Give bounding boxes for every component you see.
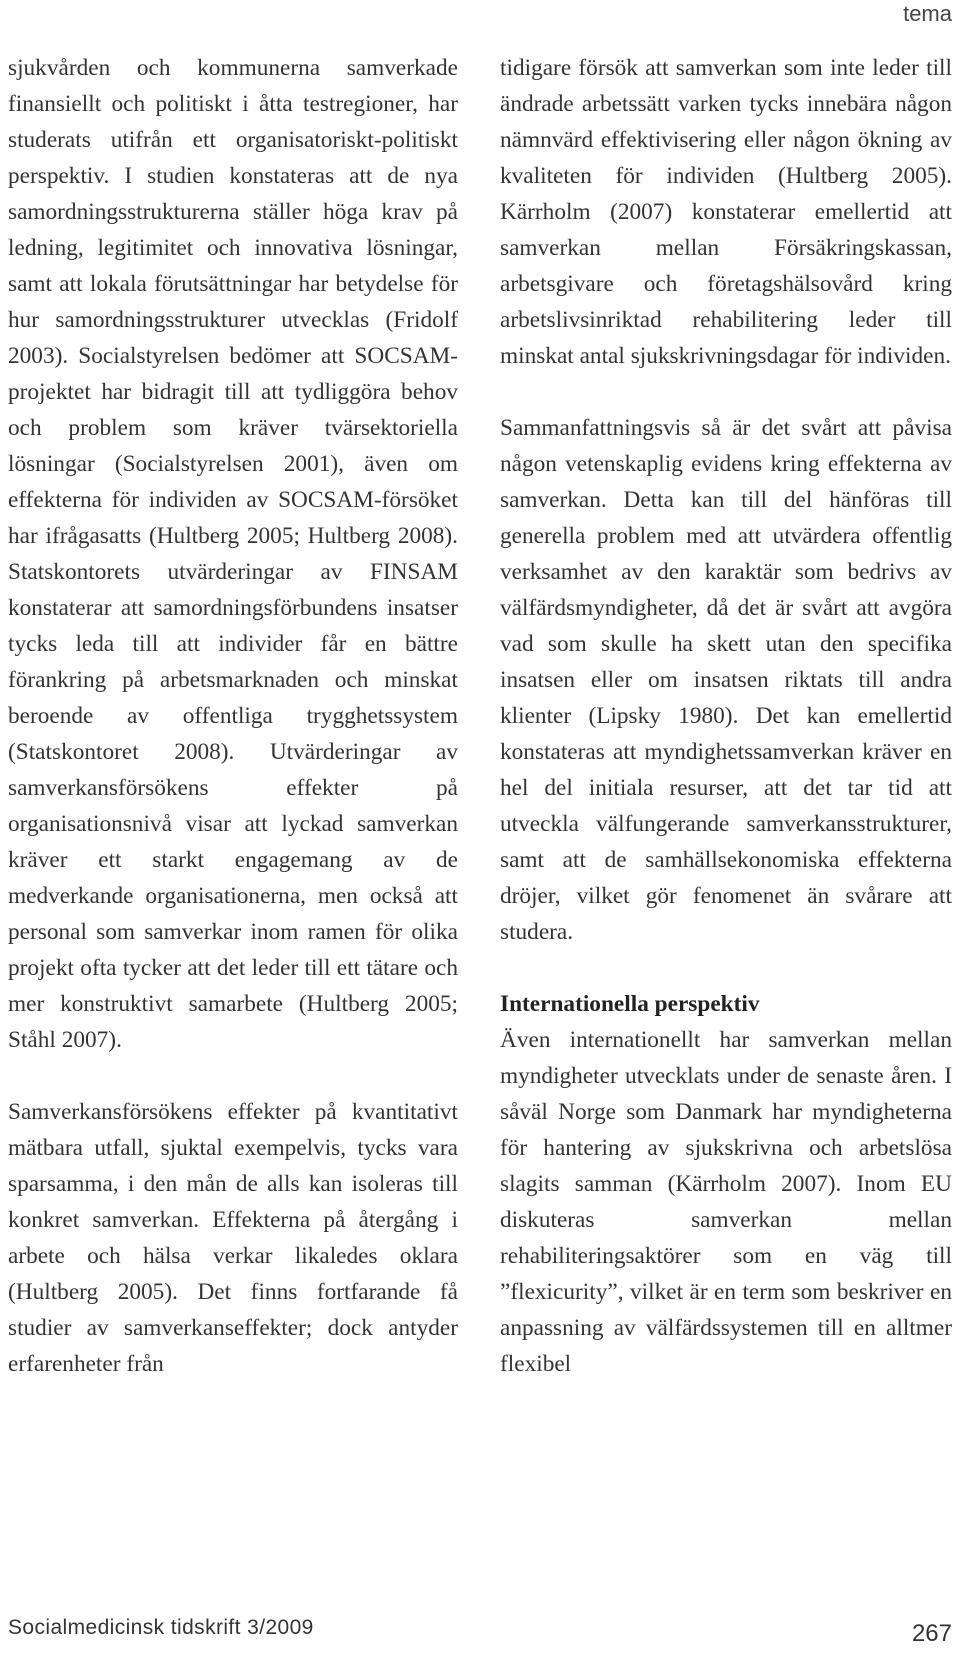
left-column [8, 50, 458, 1382]
journal-footer: Socialmedicinsk tidskrift 3/2009 [8, 1616, 314, 1639]
body-paragraph: sjukvården och kommunerna samverkade finansiellt och politiskt i åtta testregioner, har studerats utifrån ett organisatoriskt-politiskt perspektiv. I studien konstateras att de nya samordningsstrukturerna ställer höga krav på ledning, legitimitet och innovativa lösningar, samt att lokala förutsättningar har betydelse för hur samordningsstrukturer utvecklas (Fridolf 2003). Socialstyrelsen bedömer att SOCSAM-projektet har bidragit till att tydliggöra behov och problem som kräver tvärsektoriella lösningar (Socialstyrelsen 2001), även om effekterna för individen av SOCSAM-försöket har ifrågasatts (Hultberg 2005; Hultberg 2008). Statskontorets utvärderingar av FINSAM konstaterar att samordningsförbundens insatser tycks leda till att individer får en bättre förankring på arbetsmarknaden och minskat beroende av offentliga trygghetssystem (Statskontoret 2008). Utvärderingar av samverkansförsökens effekter på organisationsnivå visar att lyckad samverkan kräver ett starkt engagemang av de medverkande organisationerna, men också att personal som samverkar inom ramen för olika projekt ofta tycker att det leder till ett tätare och mer konstruktivt samarbete (Hultberg 2005; Ståhl 2007). [8, 55, 458, 1053]
body-paragraph: tidigare försök att samverkan som inte leder till ändrade arbetssätt varken tycks innebära någon nämnvärd effektivisering eller någon ökning av kvaliteten för individen (Hultberg 2005). Kärrholm (2007) konstaterar emellertid att samverkan mellan Försäkringskassan, arbetsgivare och företagshälsovård kring arbetslivsinriktad rehabilitering leder till minskat antal sjukskrivningsdagar för individen. [500, 55, 952, 369]
right-column [500, 50, 952, 1382]
body-paragraph: Samverkansförsökens effekter på kvantitativt mätbara utfall, sjuktal exempelvis, tycks vara sparsamma, i den mån de alls kan isoleras till konkret samverkan. Effekterna på återgång i arbete och hälsa verkar likaledes oklara (Hultberg 2005). Det finns fortfarande få studier av samverkanseffekter; dock antyder erfarenheter från [8, 1099, 458, 1377]
body-paragraph: Sammanfattningsvis så är det svårt att påvisa någon vetenskaplig evidens kring effekterna av samverkan. Detta kan till del hänföras till generella problem med att utvärdera offentlig verksamhet av den karaktär som bedrivs av välfärdsmyndigheter, då det är svårt att avgöra vad som skulle ha skett utan den specifika insatsen eller om insatsen riktats till andra klienter (Lipsky 1980). Det kan emellertid konstateras att myndighetssamverkan kräver en hel del initiala resurser, att det tar tid att utveckla välfungerande samverkansstrukturer, samt att de samhällsekonomiska effekterna dröjer, vilket gör fenomenet än svårare att studera. [500, 415, 952, 945]
section-tag: tema [903, 1, 952, 26]
section-heading: Internationella perspektiv [500, 991, 760, 1017]
page-number: 267 [911, 1620, 952, 1647]
body-paragraph: Även internationellt har samverkan mellan myndigheter utvecklats under de senaste åren. I såväl Norge som Danmark har myndigheterna för hantering av sjukskrivna och arbetslösa slagits samman (Kärrholm 2007). Inom EU diskuteras samverkan mellan rehabiliteringsaktörer som en väg till ”flexicurity”, vilket är en term som beskriver en anpassning av välfärdssystemen till en alltmer flexibel [500, 1027, 952, 1377]
